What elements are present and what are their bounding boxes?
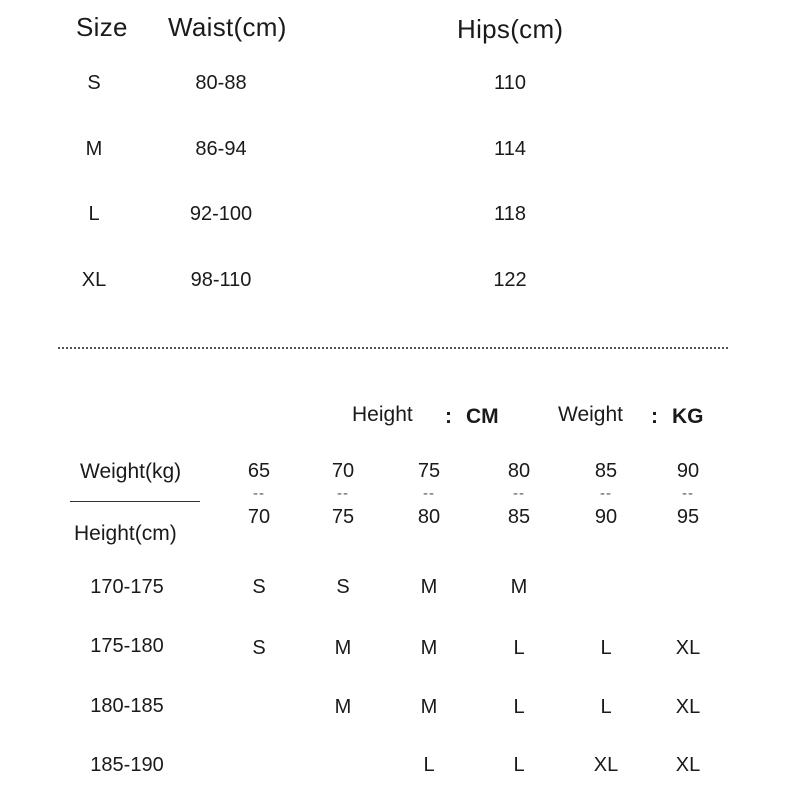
height-range-cell: 175-180	[90, 635, 164, 657]
size-cell: L	[513, 754, 525, 776]
weight-to: 70	[247, 506, 271, 528]
size-cell: L	[600, 637, 612, 659]
weight-unit-separator: :	[651, 405, 658, 428]
size-cell: M	[334, 637, 352, 659]
weight-unit: KG	[672, 405, 704, 428]
weight-range-separator: --	[253, 485, 265, 502]
corner-weight-label: Weight(kg)	[80, 460, 182, 483]
waist-cell: 80-88	[195, 72, 247, 94]
height-range-cell: 170-175	[90, 576, 164, 598]
corner-divider-line	[70, 501, 200, 502]
weight-from: 75	[417, 460, 441, 482]
waist-cell: 86-94	[195, 138, 247, 160]
weight-to: 90	[594, 506, 618, 528]
weight-range-separator: --	[513, 485, 525, 502]
hips-cell: 110	[494, 72, 526, 94]
size-cell: L	[423, 754, 435, 776]
hips-cell: 118	[494, 203, 526, 225]
size-cell: XL	[81, 269, 107, 291]
size-cell: XL	[675, 696, 701, 718]
hips-cell: 114	[494, 138, 526, 160]
waist-header: Waist(cm)	[168, 12, 287, 42]
corner-height-label: Height(cm)	[74, 522, 177, 545]
weight-from: 70	[331, 460, 355, 482]
size-cell: L	[600, 696, 612, 718]
size-cell: M	[420, 637, 438, 659]
size-cell: XL	[675, 637, 701, 659]
height-unit-label: Height	[352, 403, 413, 426]
weight-from: 65	[247, 460, 271, 482]
weight-from: 85	[594, 460, 618, 482]
size-cell: L	[513, 696, 525, 718]
size-cell: M	[420, 576, 438, 598]
height-unit-separator: :	[445, 405, 452, 428]
size-cell: L	[513, 637, 525, 659]
weight-range-separator: --	[682, 485, 694, 502]
weight-range-separator: --	[423, 485, 435, 502]
size-cell: M	[334, 696, 352, 718]
size-cell: XL	[675, 754, 701, 776]
size-cell: S	[87, 72, 101, 94]
weight-to: 85	[507, 506, 531, 528]
hips-header: Hips(cm)	[457, 14, 564, 44]
waist-cell: 92-100	[189, 203, 253, 225]
size-cell: S	[336, 576, 350, 598]
weight-range-separator: --	[337, 485, 349, 502]
size-cell: M	[420, 696, 438, 718]
weight-from: 90	[676, 460, 700, 482]
height-unit: CM	[466, 405, 499, 428]
size-header: Size	[76, 12, 128, 42]
weight-range-separator: --	[600, 485, 612, 502]
height-range-cell: 180-185	[90, 695, 164, 717]
size-cell: M	[85, 138, 103, 160]
size-cell: M	[510, 576, 528, 598]
size-cell: S	[252, 576, 266, 598]
dotted-divider	[58, 347, 728, 349]
size-cell: XL	[593, 754, 619, 776]
weight-to: 75	[331, 506, 355, 528]
waist-cell: 98-110	[190, 269, 252, 291]
weight-unit-label: Weight	[558, 403, 623, 426]
hips-cell: 122	[493, 269, 527, 291]
size-cell: S	[252, 637, 266, 659]
weight-to: 95	[676, 506, 700, 528]
size-cell: L	[88, 203, 100, 225]
height-range-cell: 185-190	[90, 754, 164, 776]
weight-from: 80	[507, 460, 531, 482]
weight-to: 80	[417, 506, 441, 528]
